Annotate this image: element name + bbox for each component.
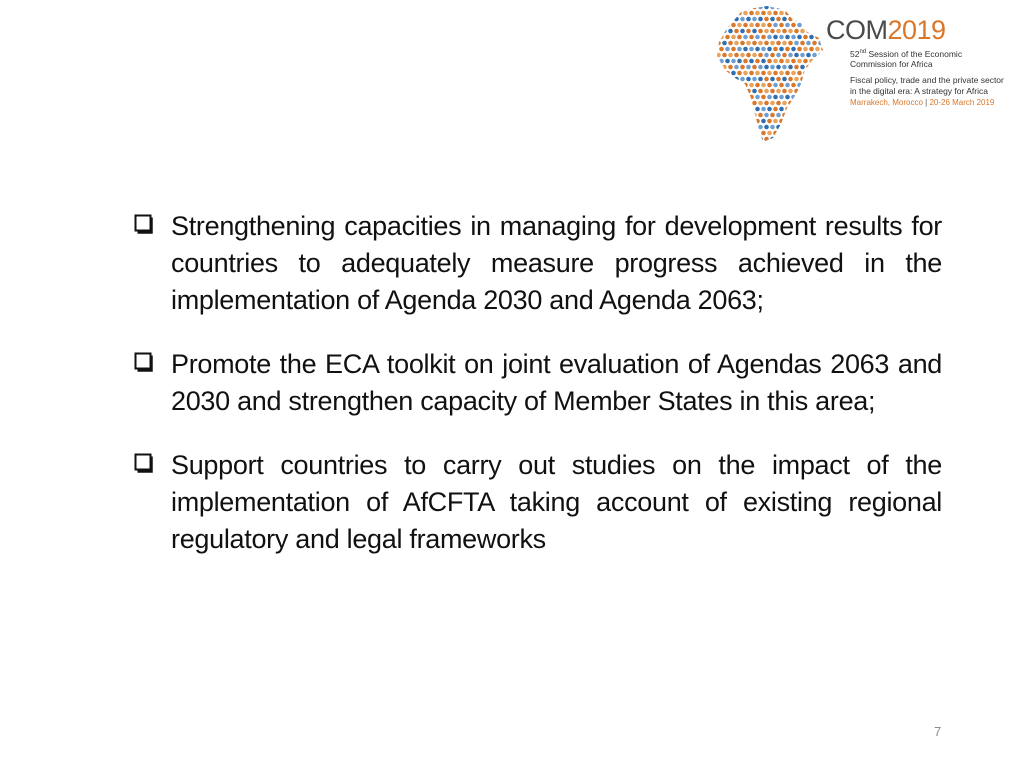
bullet-text: Strengthening capacities in managing for development results for countries to adequately measure progress achieved in the implementation of Agenda 2030 and Agenda 2063; <box>171 211 942 315</box>
session-caption <box>850 47 1000 69</box>
brand-com: COM <box>826 15 888 45</box>
venue-caption <box>850 98 994 108</box>
bullet-item <box>130 208 942 319</box>
theme-caption <box>850 75 1020 97</box>
com2019-logo <box>715 4 1015 144</box>
brand-wordmark <box>826 17 946 44</box>
brand-year: 2019 <box>887 15 946 45</box>
bullet-text: Promote the ECA toolkit on joint evaluation of Agendas 2063 and 2030 and strengthen capacity of Member States in this area; <box>171 349 942 416</box>
checkbox-bullet-icon <box>134 214 154 234</box>
venue-separator: | <box>922 98 930 107</box>
africa-map-icon <box>715 4 825 144</box>
session-rest: Session of the Economic <box>866 48 963 59</box>
venue-place: Marrakech, Morocco <box>850 98 923 107</box>
checkbox-bullet-icon <box>134 453 154 473</box>
venue-dates: 20-26 March 2019 <box>929 98 995 107</box>
bullet-item <box>130 346 942 420</box>
theme-line-2: in the digital era: A strategy for Africa <box>850 86 988 96</box>
theme-line-1: Fiscal policy, trade and the private sector <box>850 75 1004 85</box>
session-ordinal: nd <box>859 49 867 55</box>
page-number: 7 <box>934 724 942 739</box>
checkbox-bullet-icon <box>134 352 154 372</box>
bullet-item <box>130 447 942 558</box>
session-number: 52 <box>850 48 860 59</box>
bullet-list <box>130 208 942 585</box>
bullet-text: Support countries to carry out studies on the impact of the implementation of AfCFTA taking account of existing regional regulatory and legal frameworks <box>171 450 942 554</box>
session-org: Commission for Africa <box>850 58 933 69</box>
